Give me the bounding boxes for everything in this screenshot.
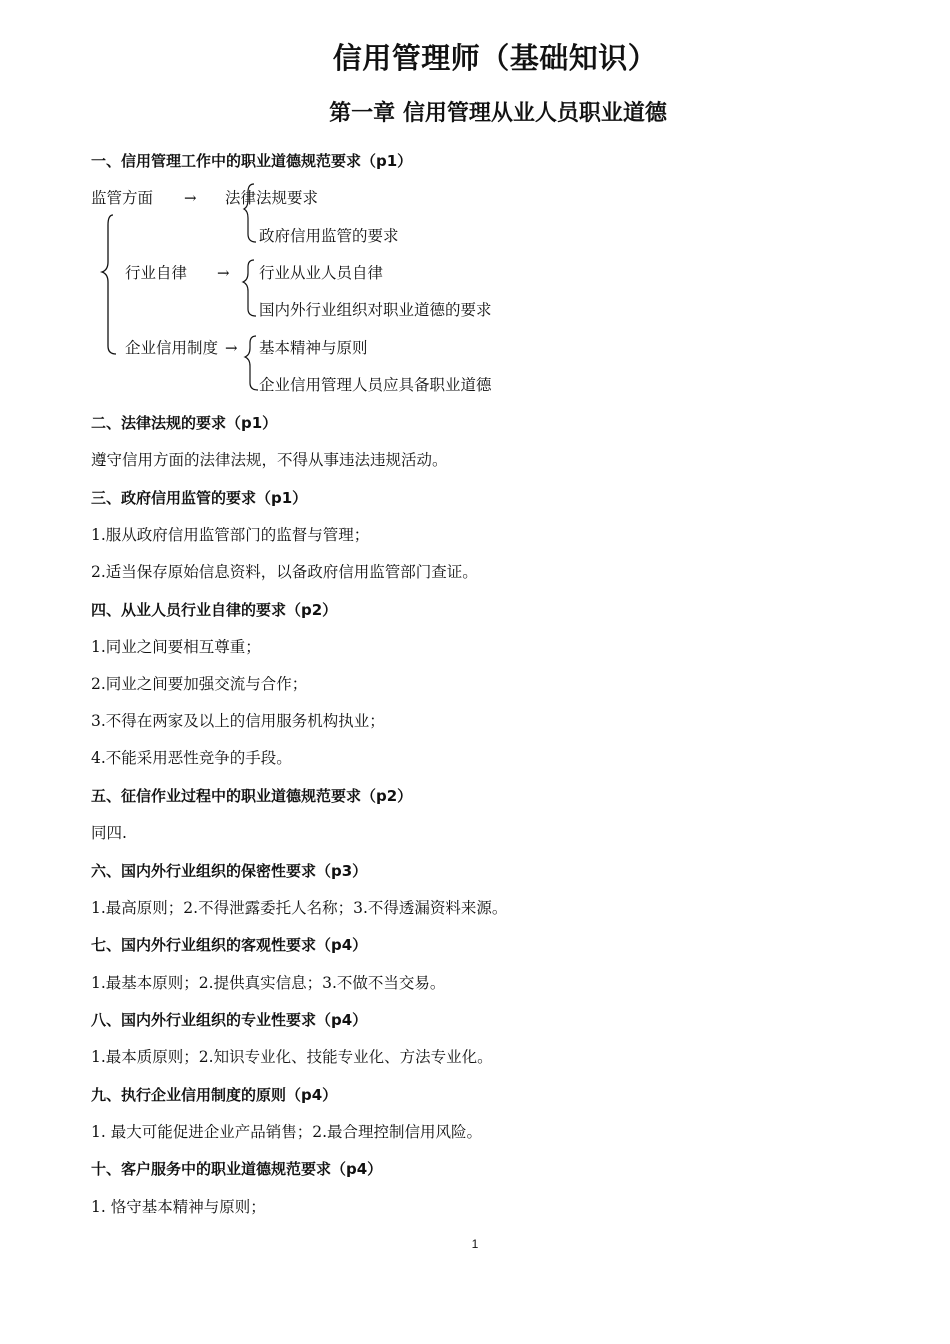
section-10-text: 1. 恪守基本精神与原则； — [91, 1198, 266, 1216]
diagram-item-3-2: 企业信用管理人员应具备职业道德 — [259, 376, 492, 394]
arrow-icon: → — [225, 339, 238, 357]
section-3-item: 1.服从政府信用监管部门的监督与管理； — [91, 526, 370, 544]
diagram-item-3-1: 基本精神与原则 — [259, 339, 368, 357]
diagram-item-2-2: 国内外行业组织对职业道德的要求 — [259, 301, 492, 319]
section-10-heading: 十、客户服务中的职业道德规范要求（p4） — [91, 1160, 383, 1178]
section-3-heading: 三、政府信用监管的要求（p1） — [91, 489, 308, 507]
section-4-item: 1.同业之间要相互尊重； — [91, 638, 261, 656]
arrow-icon: → — [217, 264, 230, 282]
section-2-heading: 二、法律法规的要求（p1） — [91, 414, 278, 432]
section-8-text: 1.最本质原则；2.知识专业化、技能专业化、方法专业化。 — [91, 1048, 493, 1066]
diagram-item-1-1: 法律法规要求 — [225, 189, 319, 207]
document-title: 信用管理师（基础知识） — [332, 41, 658, 75]
diagram-branch-2-label: 行业自律 — [125, 264, 188, 282]
section-4-item: 2.同业之间要加强交流与合作； — [91, 675, 308, 693]
arrow-icon: → — [184, 189, 197, 207]
section-3-item: 2.适当保存原始信息资料，以备政府信用监管部门查证。 — [91, 563, 478, 581]
diagram-branch-3-label: 企业信用制度 — [125, 339, 219, 357]
section-4-item: 4.不能采用恶性竞争的手段。 — [91, 749, 292, 767]
section-6-text: 1.最高原则；2.不得泄露委托人名称；3.不得透漏资料来源。 — [91, 899, 508, 917]
page-number: 1 — [471, 1237, 479, 1251]
section-9-heading: 九、执行企业信用制度的原则（p4） — [91, 1086, 338, 1104]
section-5-heading: 五、征信作业过程中的职业道德规范要求（p2） — [91, 787, 413, 805]
section-1-heading: 一、信用管理工作中的职业道德规范要求（p1） — [91, 152, 413, 170]
diagram-item-1-2: 政府信用监管的要求 — [259, 227, 399, 245]
section-2-text: 遵守信用方面的法律法规，不得从事违法违规活动。 — [91, 451, 448, 469]
section-5-text: 同四. — [91, 824, 127, 842]
section-6-heading: 六、国内外行业组织的保密性要求（p3） — [91, 862, 368, 880]
section-9-text: 1. 最大可能促进企业产品销售；2.最合理控制信用风险。 — [91, 1123, 483, 1141]
chapter-title: 第一章 信用管理从业人员职业道德 — [329, 101, 667, 126]
diagram-item-2-1: 行业从业人员自律 — [259, 264, 384, 282]
section-7-heading: 七、国内外行业组织的客观性要求（p4） — [91, 936, 368, 954]
section-8-heading: 八、国内外行业组织的专业性要求（p4） — [91, 1011, 368, 1029]
diagram-root-label: 监管方面 — [91, 189, 154, 207]
section-7-text: 1.最基本原则；2.提供真实信息；3.不做不当交易。 — [91, 974, 446, 992]
section-4-item: 3.不得在两家及以上的信用服务机构执业； — [91, 712, 385, 730]
section-4-heading: 四、从业人员行业自律的要求（p2） — [91, 601, 338, 619]
